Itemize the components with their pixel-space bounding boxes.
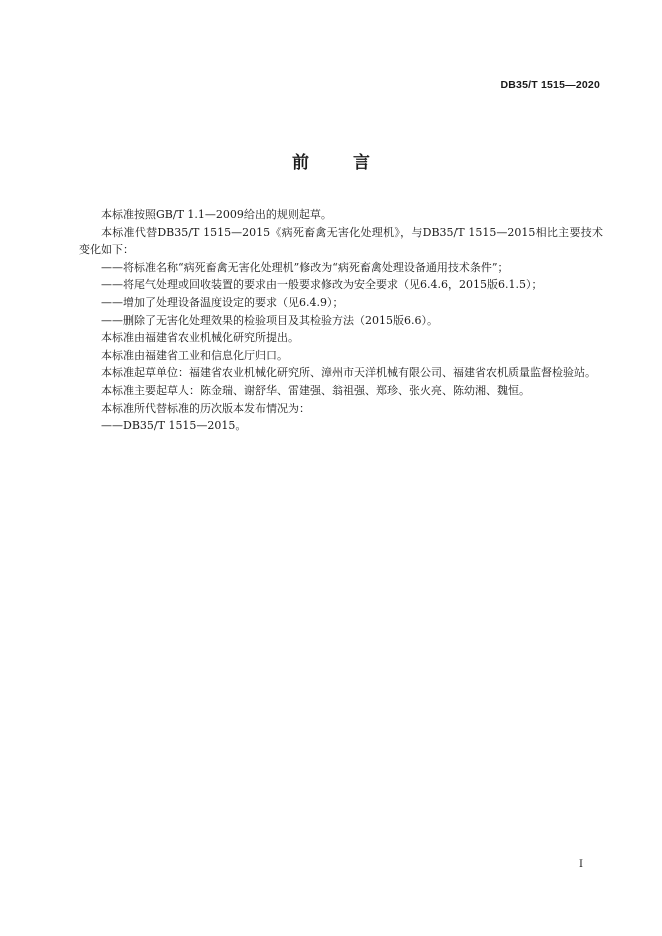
paragraph-drafting-units: 本标准起草单位：福建省农业机械化研究所、漳州市天洋机械有限公司、福建省农机质量监督检验站。: [101, 366, 596, 380]
page-number: I: [579, 859, 583, 870]
change-item-deleted-tests: ——删除了无害化处理效果的检验项目及其检验方法（2015版6.6）。: [101, 313, 438, 327]
paragraph-version-history: 本标准所代替标准的历次版本发布情况为：: [101, 401, 310, 415]
paragraph-proposed-by: 本标准由福建省农业机械化研究所提出。: [101, 331, 299, 345]
change-item-temperature: ——增加了处理设备温度设定的要求（见6.4.9）；: [101, 295, 344, 309]
paragraph-replacement: 本标准代替DB35/T 1515—2015《病死畜禽无害化处理机》，与DB35/T 1515—2015相比主要技术变化如下：: [79, 225, 603, 257]
change-item-name: ——将标准名称“病死畜禽无害化处理机”修改为“病死畜禽处理设备通用技术条件”；: [101, 260, 509, 274]
change-item-exhaust: ——将尾气处理或回收装置的要求由一般要求修改为安全要求（见6.4.6，2015版6.1.5）；: [101, 278, 543, 292]
version-history-item: ——DB35/T 1515—2015。: [101, 419, 247, 433]
paragraph-drafting-rules: 本标准按照GB/T 1.1—2009给出的规则起草。: [101, 208, 332, 221]
paragraph-centralized-by: 本标准由福建省工业和信息化厅归口。: [101, 348, 288, 362]
page-title: 前 言: [292, 153, 370, 173]
paragraph-drafters: 本标准主要起草人：陈金瑞、谢舒华、雷建强、翁祖强、郑珍、张火亮、陈幼湘、魏恒。: [101, 383, 530, 397]
document-code: DB35/T 1515—2020: [500, 79, 600, 91]
document-body: [79, 206, 603, 435]
